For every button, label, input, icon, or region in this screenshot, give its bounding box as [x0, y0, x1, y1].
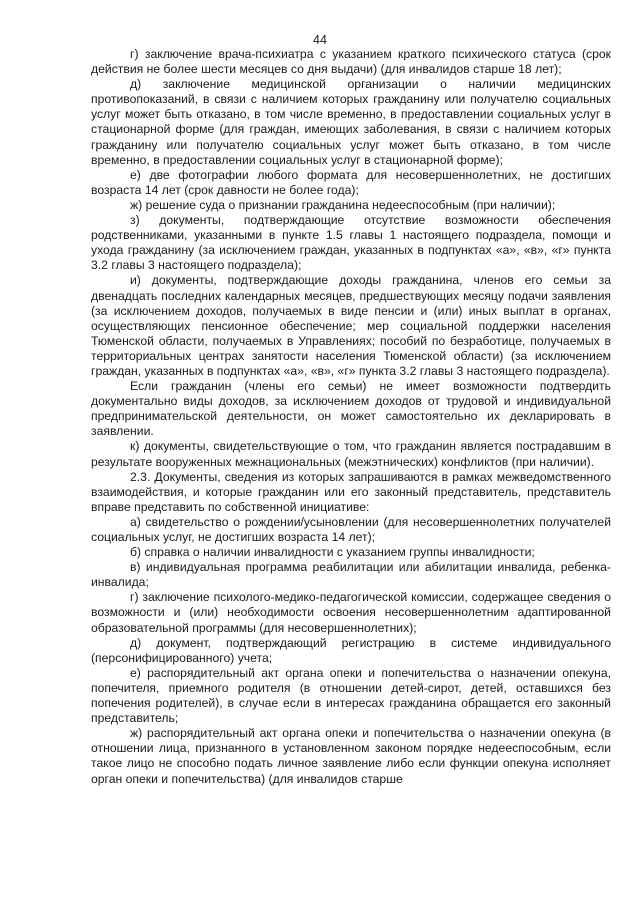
paragraph-item-d-medical-conclusion: д) заключение медицинской организации о наличии медицинских противопоказаний, в связи с наличием которых гражданину или получателю социальных услуг может быть отказано, в том числе временно, в предоставлении социальных услуг в стационарной форме (для граждан, имеющих заболевания, в связи с наличием которых гражданину или получателю социальных услуг может быть отказано, в том числе временно, в предоставлении социальных услуг в стационарной форме); [91, 77, 611, 167]
paragraph-item-i-income-documents: и) документы, подтверждающие доходы гражданина, членов его семьи за двенадцать последних календарных месяцев, предшествующих месяцу подачи заявления (за исключением доходов, получаемых в виде пенсии и (или) иных выплат в органах, осуществляющих пенсионное обеспечение; мер социальной поддержки населения Тюменской области, получаемых в Управлениях; пособий по безработице, получаемых в территориальных центрах занятости населения Тюменской области) (за исключением граждан, указанных в подпунктах «а», «в», «г» пункта 3.2 главы 3 настоящего подраздела). [91, 273, 611, 378]
paragraph-item-k-conflict-victim: к) документы, свидетельствующие о том, что гражданин является пострадавшим в результате вооруженных межнациональных (межэтнических) конфликтов (при наличии). [91, 439, 611, 469]
paragraph-item-g-psychiatrist: г) заключение врача-психиатра с указанием краткого психического статуса (срок действия не более шести месяцев со дня выдачи) (для инвалидов старше 18 лет); [91, 47, 611, 77]
paragraph-item-d-personal-record: д) документ, подтверждающий регистрацию в системе индивидуального (персонифицированного) учета; [91, 635, 611, 665]
paragraph-item-zh-court-decision: ж) решение суда о признании гражданина недееспособным (при наличии); [130, 197, 556, 212]
paragraph-item-v-rehabilitation-program: в) индивидуальная программа реабилитации или абилитации инвалида, ребенка-инвалида; [91, 560, 611, 590]
paragraph-income-declaration: Если гражданин (члены его семьи) не имеет возможности подтвердить документально виды доходов, за исключением доходов от трудовой и индивидуальной предпринимательской деятельности, он может самостоятельно их декларировать в заявлении. [91, 379, 611, 439]
document-body [91, 47, 611, 787]
paragraph-section-2-3: 2.3. Документы, сведения из которых запрашиваются в рамках межведомственного взаимодействия, и которые гражданин или его законный представитель, представитель вправе представить по собственной инициативе: [91, 469, 611, 514]
paragraph-item-e-photos: е) две фотографии любого формата для несовершеннолетних, не достигших возраста 14 лет (срок давности не более года); [91, 167, 611, 197]
page-number: 44 [313, 33, 327, 47]
paragraph-item-a-birth-certificate: а) свидетельство о рождении/усыновлении (для несовершеннолетних получателей социальных услуг, не достигших возраста 14 лет); [91, 514, 611, 544]
paragraph-item-zh-guardianship-act-incapable: ж) распорядительный акт органа опеки и попечительства о назначении опекуна (в отношении лица, признанного в установленном законом порядке недееспособным, если такое лицо не способно подать личное заявление либо если функции опекуна исполняет орган опеки и попечительства) (для инвалидов старше [91, 726, 611, 786]
paragraph-item-b-disability-certificate: б) справка о наличии инвалидности с указанием группы инвалидности; [130, 545, 535, 560]
paragraph-item-g-pmpk-conclusion: г) заключение психолого-медико-педагогической комиссии, содержащее сведения о возможности и (или) необходимости освоения несовершеннолетним адаптированной образовательной программы (для несовершеннолетних); [91, 590, 611, 635]
paragraph-item-z-no-relatives: з) документы, подтверждающие отсутствие возможности обеспечения родственниками, указанными в пункте 1.5 главы 1 настоящего подраздела, помощи и ухода гражданину (за исключением граждан, указанных в подпунктах «а», «в», «г» пункта 3.2 главы 3 настоящего подраздела); [91, 213, 611, 273]
paragraph-item-e-guardianship-act: е) распорядительный акт органа опеки и попечительства о назначении опекуна, попечителя, приемного родителя (в отношении детей-сирот, детей, оставшихся без попечения родителей), в случае если в интересах гражданина обращается его законный представитель; [91, 665, 611, 726]
